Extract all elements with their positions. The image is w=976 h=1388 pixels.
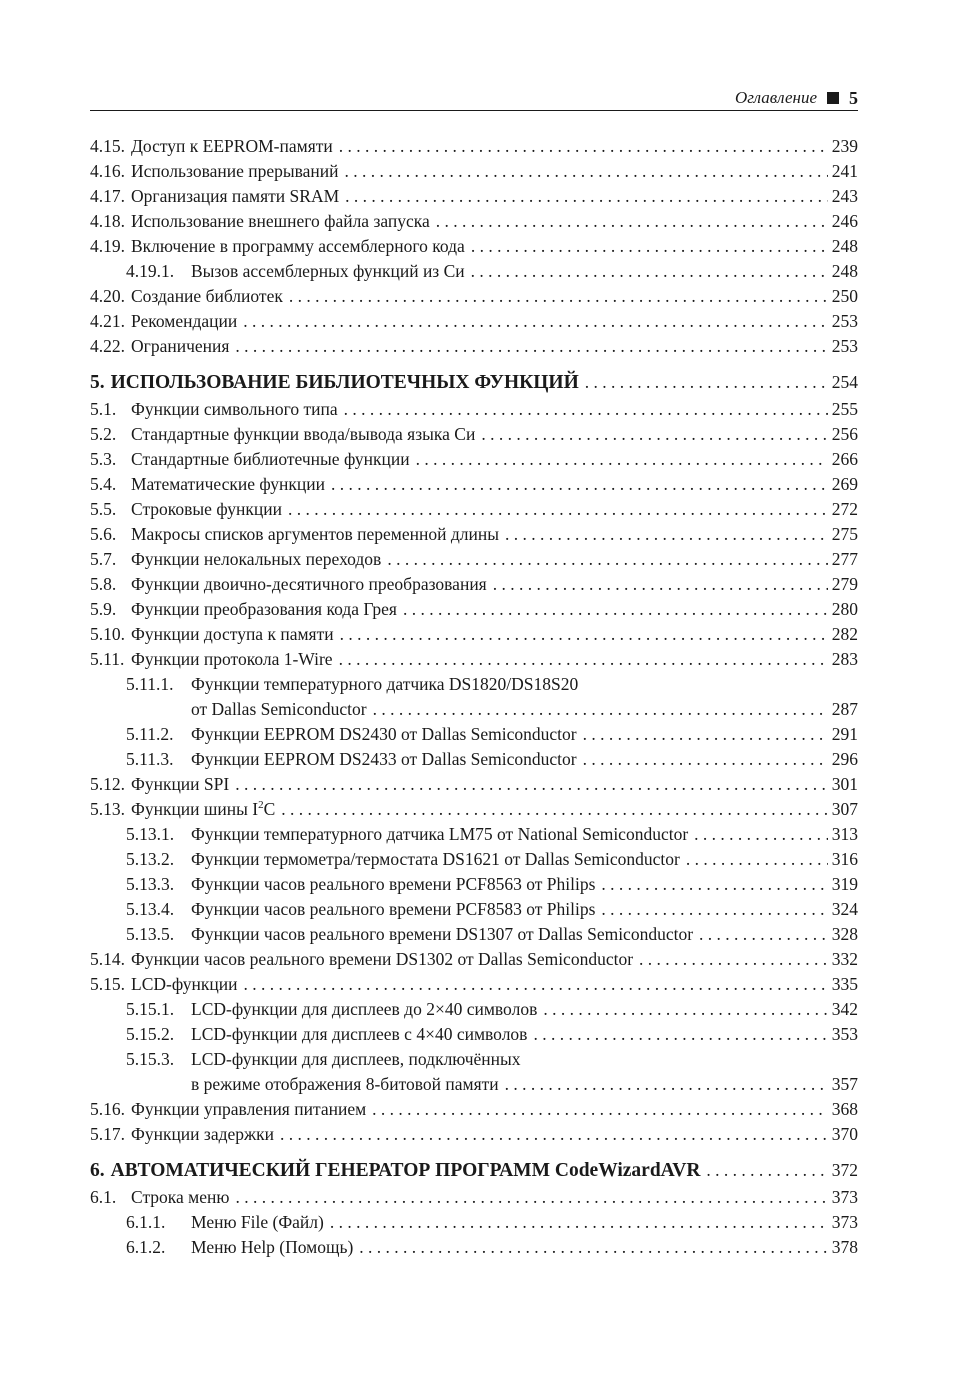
- toc-entry: [90, 1185, 858, 1210]
- toc-entry: [90, 897, 858, 922]
- toc-entry-title: Функции доступа к памяти: [131, 624, 334, 644]
- toc-entry-page: 272: [831, 499, 858, 519]
- toc-dot-leader: [331, 472, 828, 497]
- toc-entry-number: 5.3.: [90, 449, 117, 469]
- toc-entry-page: 357: [831, 1074, 858, 1094]
- toc-dot-leader: [345, 184, 828, 209]
- toc-entry-page: 313: [831, 824, 858, 844]
- toc-entry-number: 4.16.: [90, 161, 125, 181]
- toc-entry-page: 307: [831, 799, 858, 819]
- toc-entry-number: 5.11.2.: [126, 724, 174, 744]
- toc-entry-title: LCD-функции: [131, 974, 238, 994]
- toc-entry-number: 5.15.1.: [126, 999, 175, 1019]
- toc-entry-title: ИСПОЛЬЗОВАНИЕ БИБЛИОТЕЧНЫХ ФУНКЦИЙ: [110, 372, 579, 393]
- toc-entry-number: 5.13.2.: [126, 849, 175, 869]
- toc-entry-title: Функции EEPROM DS2433 от Dallas Semiconductor: [191, 749, 577, 769]
- toc-entry-title: Макросы списков аргументов переменной длины: [131, 524, 499, 544]
- toc-entry-title: Вызов ассемблерных функций из Си: [191, 261, 465, 281]
- toc-entry-title: Функции символьного типа: [131, 399, 338, 419]
- toc-entry-title: Функции EEPROM DS2430 от Dallas Semiconductor: [191, 724, 577, 744]
- toc-entry-page: 368: [831, 1099, 858, 1119]
- toc-entry-continuation: [90, 697, 858, 722]
- toc-entry: [90, 1235, 858, 1260]
- toc-entry-page: 250: [831, 286, 858, 306]
- toc-dot-leader: [288, 497, 828, 522]
- toc-entry-page: 301: [831, 774, 858, 794]
- toc-entry: [90, 397, 858, 422]
- table-of-contents: [90, 134, 858, 1260]
- toc-dot-leader: [436, 209, 828, 234]
- toc-entry-page: 246: [831, 211, 858, 231]
- toc-dot-leader: [387, 547, 827, 572]
- toc-entry: [90, 259, 858, 284]
- square-bullet-icon: [827, 92, 839, 104]
- toc-entry-number: 6.1.1.: [126, 1212, 166, 1232]
- toc-entry: [90, 497, 858, 522]
- toc-entry-number: 5.9.: [90, 599, 117, 619]
- toc-entry-title: Организация памяти SRAM: [131, 186, 340, 206]
- toc-entry-page: 243: [831, 186, 858, 206]
- toc-entry-number: 5.16.: [90, 1099, 125, 1119]
- toc-entry-number: 6.1.: [90, 1187, 117, 1207]
- toc-chapter-heading: [90, 1155, 858, 1185]
- toc-dot-leader: [601, 872, 827, 897]
- toc-entry-title: Функции нелокальных переходов: [131, 549, 382, 569]
- toc-entry: [90, 159, 858, 184]
- toc-dot-leader: [403, 597, 828, 622]
- toc-entry-title-continued: от Dallas Semiconductor: [191, 699, 367, 719]
- toc-entry-title: Рекомендации: [131, 311, 238, 331]
- toc-entry-number: 4.17.: [90, 186, 125, 206]
- toc-entry-number: 5.12.: [90, 774, 125, 794]
- toc-dot-leader: [243, 972, 827, 997]
- toc-entry: [90, 134, 858, 159]
- toc-entry-title-continued: в режиме отображения 8-битовой памяти: [191, 1074, 499, 1094]
- toc-entry: [90, 772, 858, 797]
- toc-dot-leader: [694, 822, 828, 847]
- toc-dot-leader: [416, 447, 828, 472]
- toc-dot-leader: [345, 159, 828, 184]
- toc-entry-page: 332: [831, 949, 858, 969]
- toc-entry-page: 342: [831, 999, 858, 1019]
- toc-entry-page: 353: [831, 1024, 858, 1044]
- toc-entry-number: 5.11.: [90, 649, 125, 669]
- toc-dot-leader: [235, 1185, 827, 1210]
- toc-entry-number: 6.: [90, 1160, 105, 1181]
- toc-dot-leader: [471, 234, 828, 259]
- toc-entry: [90, 1047, 858, 1072]
- toc-entry-number: 5.13.4.: [126, 899, 175, 919]
- toc-entry-number: 5.10.: [90, 624, 125, 644]
- toc-dot-leader: [235, 334, 827, 359]
- header-page-number: 5: [849, 87, 858, 108]
- toc-entry-number: 5.8.: [90, 574, 117, 594]
- toc-entry-title: LCD-функции для дисплеев с 4×40 символов: [191, 1024, 528, 1044]
- toc-entry: [90, 284, 858, 309]
- toc-dot-leader: [373, 697, 828, 722]
- toc-entry: [90, 722, 858, 747]
- toc-dot-leader: [639, 947, 828, 972]
- toc-entry-title: Функции часов реального времени DS1302 от Dallas Semiconductor: [131, 949, 634, 969]
- toc-entry: [90, 597, 858, 622]
- toc-entry-title: Функции SPI: [131, 774, 230, 794]
- toc-dot-leader: [533, 1022, 827, 1047]
- toc-entry-title: Создание библиотек: [131, 286, 283, 306]
- toc-entry-page: 328: [831, 924, 858, 944]
- toc-entry-title: Функции температурного датчика DS1820/DS18S20: [191, 674, 579, 694]
- toc-entry-title-part: C: [263, 799, 276, 819]
- toc-entry: [90, 672, 858, 697]
- toc-entry-title: Функции температурного датчика LM75 от National Semiconductor: [191, 824, 689, 844]
- toc-dot-leader: [505, 522, 828, 547]
- toc-entry-page: 287: [831, 699, 858, 719]
- toc-entry-page: 255: [831, 399, 858, 419]
- toc-entry-number: 5.6.: [90, 524, 117, 544]
- toc-entry-page: 283: [831, 649, 858, 669]
- toc-entry: [90, 947, 858, 972]
- toc-entry-number: 5.15.2.: [126, 1024, 175, 1044]
- toc-dot-leader: [344, 397, 828, 422]
- toc-entry-page: 241: [831, 161, 858, 181]
- toc-entry-title: Строка меню: [131, 1187, 230, 1207]
- toc-entry-page: 275: [831, 524, 858, 544]
- toc-entry-title: Доступ к EEPROM-памяти: [131, 136, 333, 156]
- toc-entry-title: Функции управления питанием: [131, 1099, 367, 1119]
- toc-entry-page: 319: [831, 874, 858, 894]
- toc-entry-page: 373: [831, 1212, 858, 1232]
- toc-entry-title: Функции задержки: [131, 1124, 274, 1144]
- toc-entry: [90, 747, 858, 772]
- toc-entry: [90, 234, 858, 259]
- toc-entry-title: Функции протокола 1-Wire: [131, 649, 333, 669]
- toc-entry-number: 5.15.: [90, 974, 125, 994]
- toc-entry-page: 324: [831, 899, 858, 919]
- toc-entry: [90, 472, 858, 497]
- toc-dot-leader: [481, 422, 827, 447]
- toc-entry-page: 254: [831, 372, 858, 392]
- header-title: Оглавление: [734, 88, 817, 107]
- toc-entry-title: Функции часов реального времени PCF8583 от Philips: [191, 899, 596, 919]
- toc-entry: [90, 422, 858, 447]
- toc-dot-leader: [289, 284, 828, 309]
- toc-dot-leader: [505, 1072, 828, 1097]
- toc-entry-title: Использование внешнего файла запуска: [131, 211, 430, 231]
- toc-entry-title: Функции термометра/термостата DS1621 от Dallas Semiconductor: [191, 849, 680, 869]
- toc-entry: [90, 822, 858, 847]
- toc-entry-number: 5.13.5.: [126, 924, 175, 944]
- toc-entry-page: 239: [831, 136, 858, 156]
- toc-entry-number: 4.19.: [90, 236, 125, 256]
- toc-entry: [90, 1022, 858, 1047]
- toc-dot-leader: [686, 847, 828, 872]
- toc-entry: [90, 847, 858, 872]
- toc-entry-title-superscript: 2: [258, 799, 264, 812]
- toc-dot-leader: [601, 897, 827, 922]
- toc-entry: [90, 334, 858, 359]
- toc-entry-title: Ограничения: [131, 336, 230, 356]
- toc-dot-leader: [339, 134, 828, 159]
- toc-entry-title: Функции преобразования кода Грея: [131, 599, 397, 619]
- toc-entry-number: 5.13.1.: [126, 824, 175, 844]
- toc-entry-title-part: Функции шины I: [131, 799, 259, 819]
- toc-chapter-heading: [90, 367, 858, 397]
- toc-entry-title: Стандартные библиотечные функции: [131, 449, 410, 469]
- toc-entry-number: 5.7.: [90, 549, 117, 569]
- toc-entry-number: 5.4.: [90, 474, 117, 494]
- toc-dot-leader: [583, 747, 828, 772]
- toc-entry-page: 378: [831, 1237, 858, 1257]
- toc-entry: [90, 184, 858, 209]
- toc-entry-number: 5.: [90, 372, 105, 393]
- toc-entry: [90, 1097, 858, 1122]
- toc-entry-page: 269: [831, 474, 858, 494]
- toc-entry-page: 316: [831, 849, 858, 869]
- toc-dot-leader: [280, 1122, 828, 1147]
- toc-entry: [90, 522, 858, 547]
- running-header: [90, 86, 858, 111]
- toc-entry-title: [131, 797, 281, 822]
- toc-entry-title: Включение в программу ассемблерного кода: [131, 236, 465, 256]
- toc-entry-title: Меню Help (Помощь): [191, 1237, 354, 1257]
- toc-entry-page: 296: [831, 749, 858, 769]
- toc-entry-number: 5.11.1.: [126, 674, 174, 694]
- toc-entry-page: 280: [831, 599, 858, 619]
- toc-entry: [90, 447, 858, 472]
- toc-entry-number: 4.19.1.: [126, 261, 175, 281]
- toc-entry-page: 279: [831, 574, 858, 594]
- toc-entry-number: 4.18.: [90, 211, 125, 231]
- toc-dot-leader: [359, 1235, 827, 1260]
- toc-entry-number: 5.15.3.: [126, 1049, 175, 1069]
- toc-entry-number: 5.1.: [90, 399, 117, 419]
- toc-entry-number: 5.2.: [90, 424, 117, 444]
- toc-entry-number: 4.20.: [90, 286, 125, 306]
- toc-entry: [90, 547, 858, 572]
- toc-dot-leader: [699, 922, 828, 947]
- toc-dot-leader: [235, 772, 828, 797]
- toc-dot-leader: [243, 309, 827, 334]
- toc-entry-title: Функции часов реального времени DS1307 от Dallas Semiconductor: [191, 924, 694, 944]
- toc-entry: [90, 797, 858, 822]
- toc-entry-page: 253: [831, 311, 858, 331]
- toc-dot-leader: [706, 1155, 827, 1185]
- toc-entry: [90, 997, 858, 1022]
- toc-entry: [90, 1122, 858, 1147]
- toc-entry-page: 370: [831, 1124, 858, 1144]
- toc-entry-title: Математические функции: [131, 474, 325, 494]
- toc-entry: [90, 872, 858, 897]
- toc-entry-title: LCD-функции для дисплеев до 2×40 символов: [191, 999, 538, 1019]
- toc-entry-number: 5.5.: [90, 499, 117, 519]
- toc-dot-leader: [493, 572, 828, 597]
- toc-entry-page: 282: [831, 624, 858, 644]
- toc-entry-title: Строковые функции: [131, 499, 282, 519]
- toc-entry-page: 248: [831, 261, 858, 281]
- toc-entry-page: 373: [831, 1187, 858, 1207]
- toc-dot-leader: [372, 1097, 828, 1122]
- toc-entry-number: 5.13.3.: [126, 874, 175, 894]
- toc-entry: [90, 309, 858, 334]
- toc-entry-page: 266: [831, 449, 858, 469]
- toc-entry: [90, 572, 858, 597]
- toc-entry-page: 256: [831, 424, 858, 444]
- toc-entry: [90, 647, 858, 672]
- toc-entry: [90, 922, 858, 947]
- toc-entry-title: Функции часов реального времени PCF8563 от Philips: [191, 874, 596, 894]
- toc-dot-leader: [543, 997, 827, 1022]
- toc-entry-title: Меню File (Файл): [191, 1212, 324, 1232]
- toc-dot-leader: [340, 622, 828, 647]
- toc-entry-page: 248: [831, 236, 858, 256]
- toc-entry-page: 335: [831, 974, 858, 994]
- toc-entry: [90, 622, 858, 647]
- toc-entry-number: 4.15.: [90, 136, 125, 156]
- toc-dot-leader: [583, 722, 828, 747]
- toc-entry-page: 372: [831, 1160, 858, 1180]
- toc-entry-number: 4.22.: [90, 336, 125, 356]
- toc-entry: [90, 972, 858, 997]
- toc-entry-page: 291: [831, 724, 858, 744]
- toc-entry-title: LCD-функции для дисплеев, подключённых: [191, 1049, 521, 1069]
- toc-entry-number: 6.1.2.: [126, 1237, 166, 1257]
- toc-dot-leader: [585, 367, 828, 397]
- toc-entry-number: 4.21.: [90, 311, 125, 331]
- toc-entry: [90, 1210, 858, 1235]
- toc-dot-leader: [339, 647, 828, 672]
- toc-dot-leader: [330, 1210, 828, 1235]
- toc-entry-number: 5.13.: [90, 799, 125, 819]
- toc-entry-page: 253: [831, 336, 858, 356]
- toc-entry-number: 5.11.3.: [126, 749, 174, 769]
- toc-entry-title: Использование прерываний: [131, 161, 339, 181]
- toc-entry-title: Функции двоично-десятичного преобразования: [131, 574, 487, 594]
- toc-entry-title: АВТОМАТИЧЕСКИЙ ГЕНЕРАТОР ПРОГРАММ CodeWizardAVR: [110, 1160, 701, 1181]
- toc-entry-continuation: [90, 1072, 858, 1097]
- toc-entry-number: 5.14.: [90, 949, 125, 969]
- toc-entry-title: Стандартные функции ввода/вывода языка Си: [131, 424, 476, 444]
- toc-entry: [90, 209, 858, 234]
- toc-dot-leader: [471, 259, 828, 284]
- toc-entry-page: 277: [831, 549, 858, 569]
- toc-entry-number: 5.17.: [90, 1124, 125, 1144]
- toc-dot-leader: [281, 797, 827, 822]
